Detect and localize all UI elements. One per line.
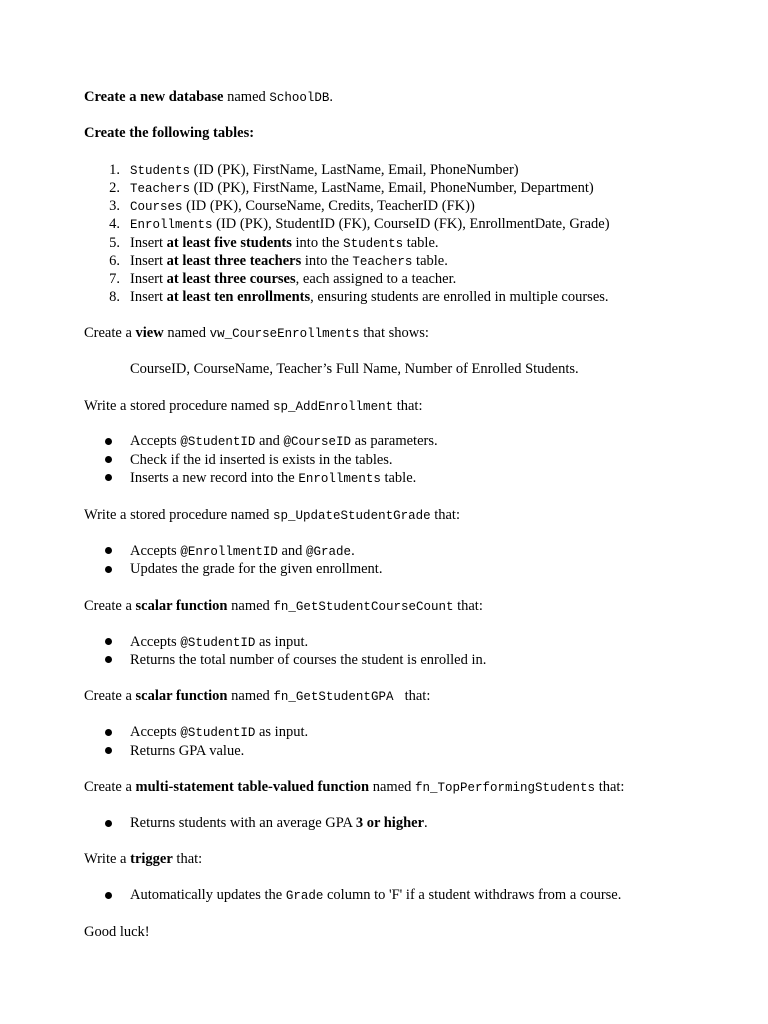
- bullet-icon: [105, 820, 112, 827]
- list-number: 8.: [109, 289, 120, 305]
- bullet-icon: [105, 656, 112, 663]
- add-enrollment-paragraph: Write a stored procedure named sp_AddEnrollment that:: [84, 398, 423, 414]
- list-item: Check if the id inserted is exists in the tables.: [130, 452, 393, 468]
- bullet-icon: [105, 438, 112, 445]
- closing-text: Good luck!: [84, 924, 150, 940]
- list-number: 7.: [109, 271, 120, 287]
- list-item: Insert at least three teachers into the Teachers table.: [130, 253, 448, 269]
- bullet-icon: [105, 729, 112, 736]
- list-item: Enrollments (ID (PK), StudentID (FK), CourseID (FK), EnrollmentDate, Grade): [130, 216, 610, 232]
- list-item: Returns students with an average GPA 3 or higher.: [130, 815, 428, 831]
- list-number: 2.: [109, 180, 120, 196]
- create-database-paragraph: Create a new database named SchoolDB.: [84, 89, 334, 105]
- bullet-icon: [105, 456, 112, 463]
- student-gpa-paragraph: Create a scalar function named fn_GetStudentGPA that:: [84, 688, 431, 704]
- bullet-icon: [105, 747, 112, 754]
- list-item: Automatically updates the Grade column to 'F' if a student withdraws from a course.: [130, 887, 622, 903]
- view-columns: CourseID, CourseName, Teacher’s Full Name, Number of Enrolled Students.: [130, 361, 579, 377]
- list-item: Courses (ID (PK), CourseName, Credits, TeacherID (FK)): [130, 198, 475, 214]
- list-number: 4.: [109, 216, 120, 232]
- bullet-icon: [105, 638, 112, 645]
- bullet-icon: [105, 547, 112, 554]
- list-item: Returns the total number of courses the student is enrolled in.: [130, 652, 487, 668]
- bullet-icon: [105, 474, 112, 481]
- list-number: 3.: [109, 198, 120, 214]
- bullet-icon: [105, 892, 112, 899]
- top-students-paragraph: Create a multi-statement table-valued function named fn_TopPerformingStudents that:: [84, 779, 625, 795]
- view-paragraph: Create a view named vw_CourseEnrollments that shows:: [84, 325, 429, 341]
- list-item: Returns GPA value.: [130, 743, 245, 759]
- list-number: 5.: [109, 235, 120, 251]
- list-item: Updates the grade for the given enrollment.: [130, 561, 383, 577]
- list-item: Insert at least ten enrollments, ensuring students are enrolled in multiple courses.: [130, 289, 609, 305]
- course-count-paragraph: Create a scalar function named fn_GetStudentCourseCount that:: [84, 598, 483, 614]
- list-number: 6.: [109, 253, 120, 269]
- list-number: 1.: [109, 162, 120, 178]
- list-item: Inserts a new record into the Enrollments table.: [130, 470, 417, 486]
- list-item: Teachers (ID (PK), FirstName, LastName, Email, PhoneNumber, Department): [130, 180, 594, 196]
- bullet-icon: [105, 566, 112, 573]
- list-item: Insert at least five students into the Students table.: [130, 235, 439, 251]
- list-item: Accepts @StudentID as input.: [130, 634, 309, 650]
- list-item: Accepts @StudentID as input.: [130, 724, 309, 740]
- trigger-paragraph: Write a trigger that:: [84, 851, 203, 867]
- update-grade-paragraph: Write a stored procedure named sp_UpdateStudentGrade that:: [84, 507, 460, 523]
- list-item: Students (ID (PK), FirstName, LastName, Email, PhoneNumber): [130, 162, 519, 178]
- list-item: Insert at least three courses, each assigned to a teacher.: [130, 271, 457, 287]
- list-item: Accepts @EnrollmentID and @Grade.: [130, 543, 355, 559]
- tables-heading: Create the following tables:: [84, 125, 255, 141]
- list-item: Accepts @StudentID and @CourseID as parameters.: [130, 433, 438, 449]
